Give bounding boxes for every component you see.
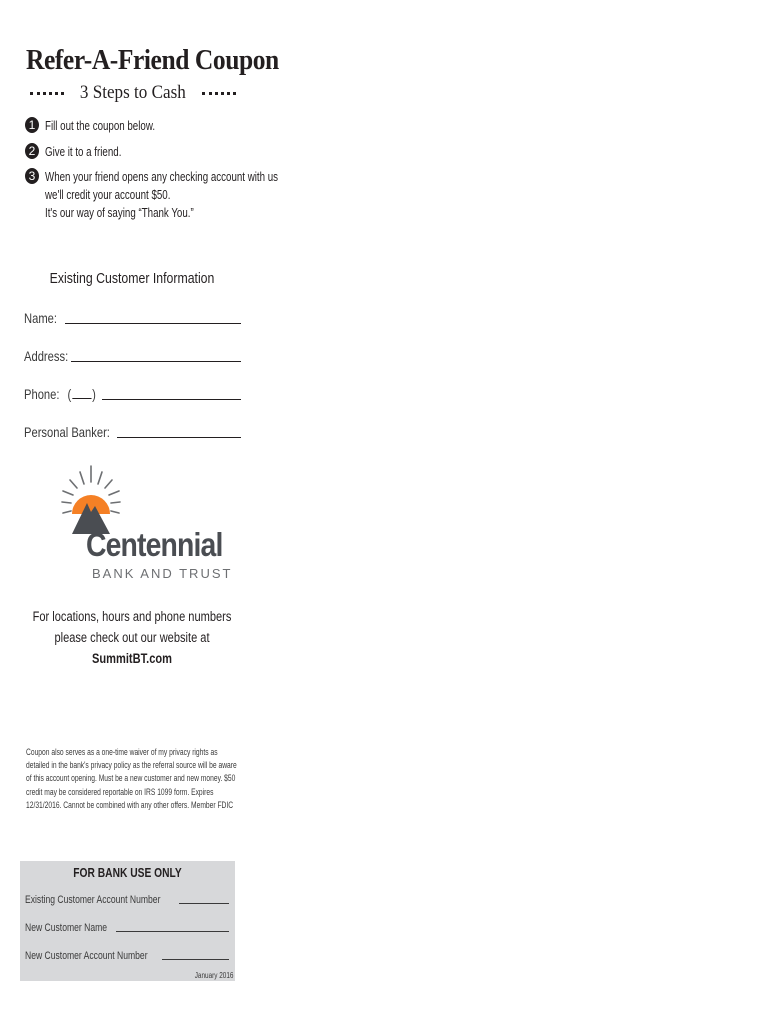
step-text: Give it to a friend. — [45, 145, 122, 159]
step-text-line: When your friend opens any checking account with us — [45, 170, 279, 184]
banker-input-line[interactable] — [117, 437, 241, 438]
coupon-subtitle: 3 Steps to Cash — [80, 82, 186, 103]
existing-account-label: Existing Customer Account Number — [25, 894, 161, 906]
area-code-close-paren: ) — [92, 386, 97, 402]
existing-account-field[interactable] — [25, 894, 229, 906]
logo-subtitle: BANK AND TRUST — [92, 566, 233, 581]
locations-line-1: For locations, hours and phone numbers — [32, 609, 232, 624]
phone-field[interactable] — [24, 386, 241, 402]
new-account-line[interactable] — [162, 959, 229, 960]
dotted-rule-right — [202, 92, 236, 95]
dotted-rule-left — [30, 92, 64, 95]
step-text: Fill out the coupon below. — [45, 119, 156, 133]
area-code-line[interactable] — [72, 398, 91, 399]
address-label: Address: — [24, 348, 69, 364]
address-field[interactable] — [24, 348, 241, 364]
phone-label: Phone: — [24, 386, 60, 402]
banker-label: Personal Banker: — [24, 424, 110, 440]
step-number-badge: 3 — [25, 168, 39, 184]
step-number-badge: 2 — [25, 143, 39, 159]
name-field[interactable] — [24, 310, 241, 326]
logo-wordmark: Centennial — [86, 526, 223, 563]
step-number-badge: 1 — [25, 117, 39, 133]
disclaimer: Coupon also serves as a one-time waiver of my privacy rights as detailed in the bank's privacy policy as the referral source will be aware of this account opening. Must be a new customer and new money. $50 credit may be considered reportable on IRS 1099 form. Expires 12/31/2016. Cannot be combined with any other offers. Member FDIC — [26, 747, 237, 810]
existing-account-line[interactable] — [179, 903, 229, 904]
form-date: January 2016 — [194, 971, 233, 980]
coupon-title: Refer-A-Friend Coupon — [26, 44, 279, 76]
step-text-line: It's our way of saying “Thank You.” — [45, 206, 194, 220]
banker-field[interactable] — [24, 424, 241, 440]
area-code[interactable] — [68, 386, 96, 402]
subtitle-row — [24, 80, 242, 106]
step-1 — [25, 117, 186, 135]
step-3 — [25, 168, 344, 222]
name-label: Name: — [24, 310, 57, 326]
new-name-field[interactable] — [25, 922, 229, 934]
new-name-line[interactable] — [116, 931, 229, 932]
phone-input-line[interactable] — [102, 399, 241, 400]
website-link[interactable]: SummitBT.com — [92, 651, 172, 666]
address-input-line[interactable] — [71, 361, 241, 362]
customer-info-heading: Existing Customer Information — [49, 270, 215, 287]
bank-use-box — [20, 861, 235, 981]
area-code-open-paren: ( — [67, 386, 72, 402]
sun-mountain-logo-icon — [58, 462, 124, 536]
new-account-field[interactable] — [25, 950, 229, 962]
step-text-line: we'll credit your account $50. — [45, 188, 171, 202]
bank-use-title: FOR BANK USE ONLY — [73, 866, 182, 880]
step-2 — [25, 143, 143, 161]
new-account-label: New Customer Account Number — [25, 950, 148, 962]
locations-line-2: please check out our website at — [54, 630, 210, 645]
step-text — [45, 168, 278, 222]
name-input-line[interactable] — [65, 323, 241, 324]
new-name-label: New Customer Name — [25, 922, 108, 934]
locations-text — [0, 606, 264, 669]
